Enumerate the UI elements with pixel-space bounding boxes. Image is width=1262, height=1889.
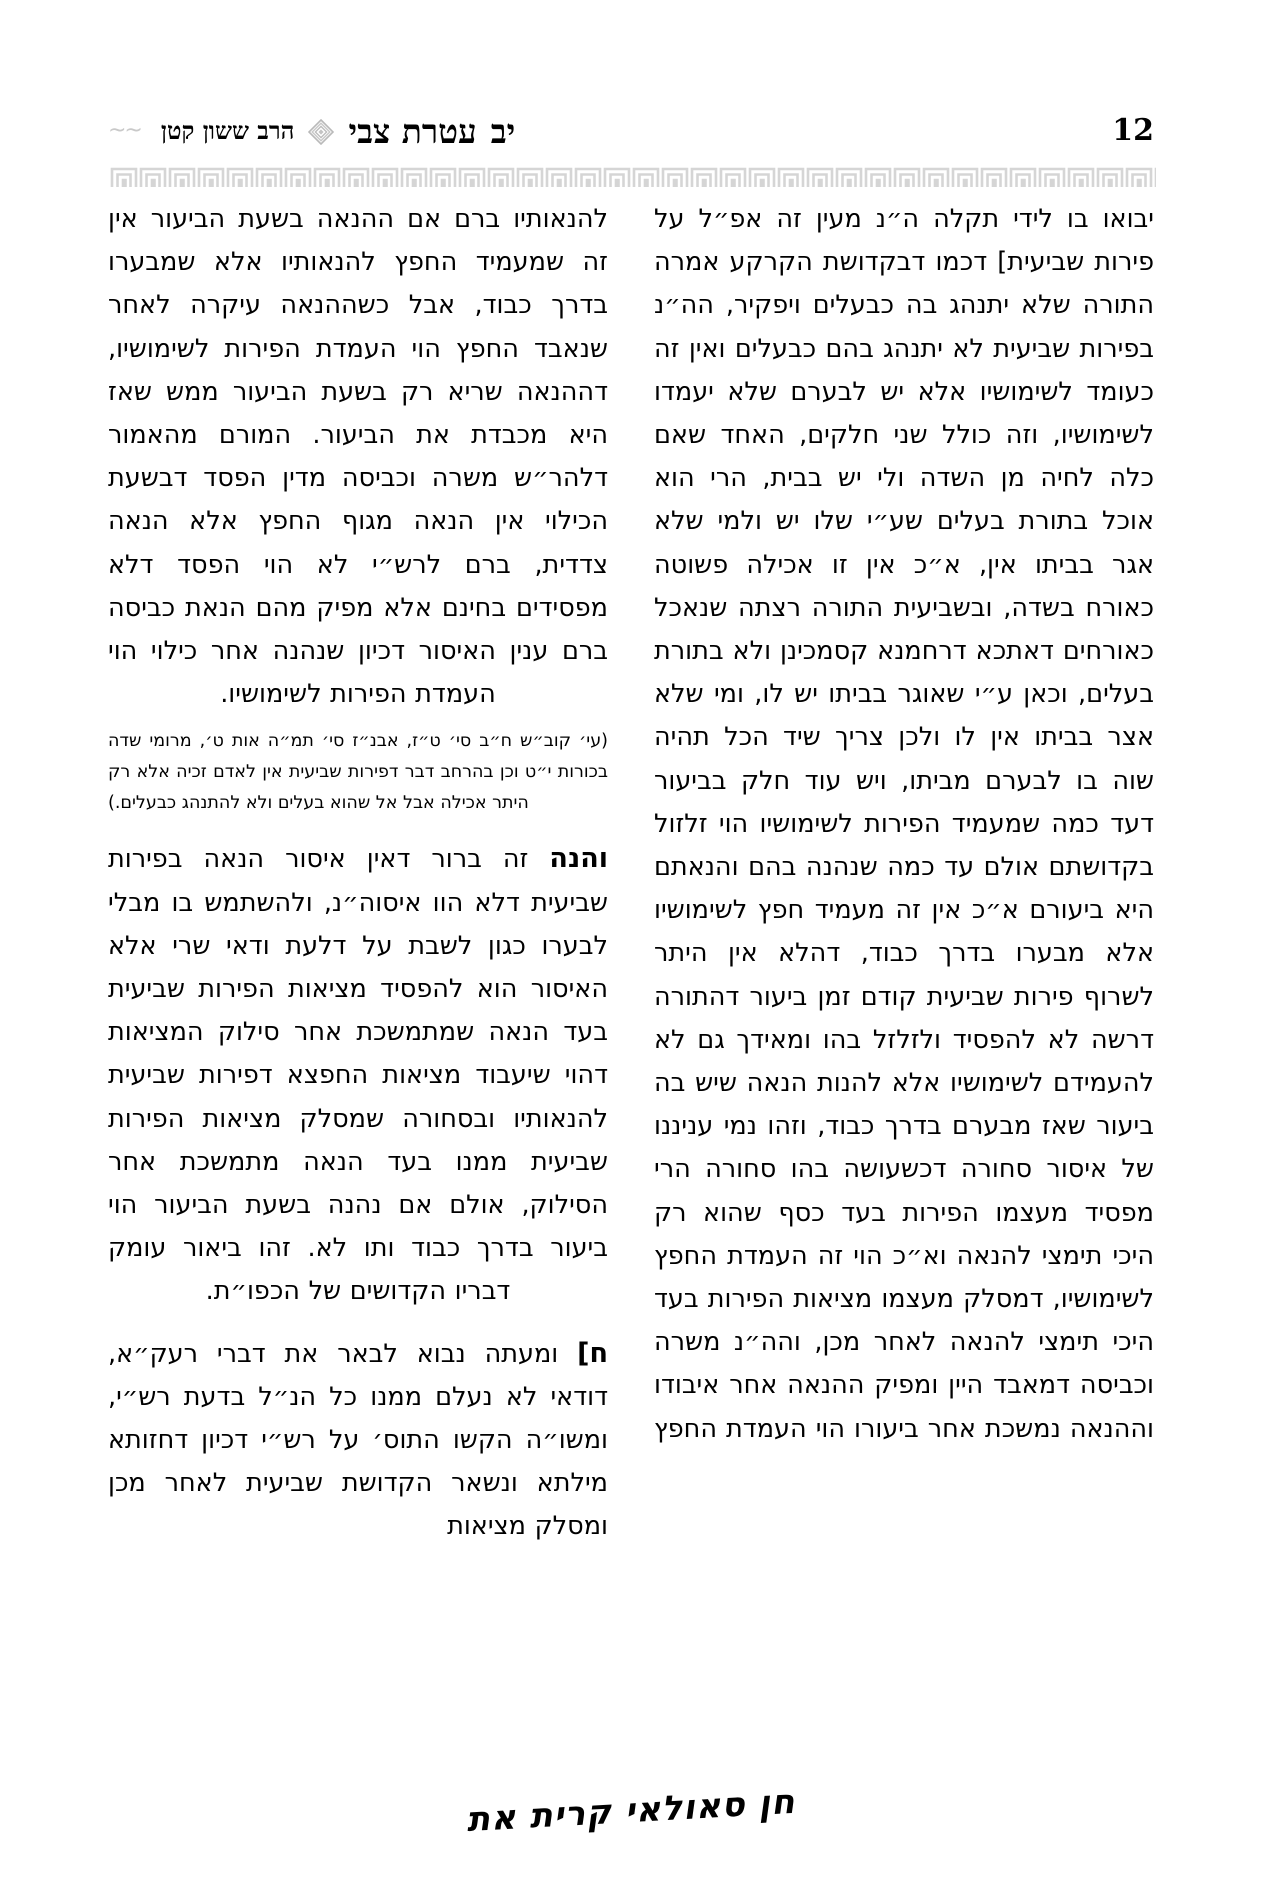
paragraph-r1: יבואו בו לידי תקלה ה״נ מעין זה אפ״ל על פירות שביעית] דכמו דבקדושת הקרקע אמרה התורה שלא יתנהג בה כבעלים ויפקיר, הה״נ בפירות שביעית לא יתנהג בהם כבעלים ואין זה כעומד לשימושיו אלא יש לבערם שלא יעמדו לשימושיו, וזה כולל שני חלקים, האחד שאם כלה לחיה מן השדה ולי יש בבית, הרי הוא אוכל בתורת בעלים שע״י שלו יש ולמי שלא אגר בביתו אין, א״כ אין זו אכילה פשוטה כאורח בשדה, ובשביעית התורה רצתה שנאכל כאורחים דאתכא דרחמנא קסמכינן ולא בתורת בעלים, וכאן ע״י שאוגר בביתו יש לו, ומי שלא אצר בביתו אין לו ולכן צריך שיד הכל תהיה שוה בו לבערם מביתו, ויש עוד חלק בביעור דעד כמה שמעמיד הפירות לשימושיו הוי זלזול בקדושתם אולם עד כמה שנהנה בהם והנאתם היא ביעורם א״כ אין זה מעמיד חפץ לשימושיו אלא מבערו בדרך כבוד, דהלא אין היתר לשרוף פירות שביעית קודם זמן ביעור דהתורה דרשה לא להפסיד ולזלזל בהו ומאידך גם לא להעמידם לשימושיו אלא להנות הנאה שיש בה ביעור שאז מבערם בדרך כבוד, וזהו נמי עניננו של איסור סחורה דכשעושה בהו סחורה הרי מפסיד מעצמו הפירות בעד כסף שהוא רק היכי תימצי להנאה וא״כ הוי זה העמדת החפץ לשימושיו, דמסלק מעצמו מציאות הפירות בעד היכי תימצי להנאה לאחר מכן, והה״נ משרה וכביסה דמאבד היין ומפיק ההנאה אחר איבודו וההנאה נמשכת אחר ביעורו הוי העמדת החפץ (654, 204, 1154, 1444)
running-head (108, 108, 1154, 154)
book-title: עטרת צבי (348, 111, 477, 151)
squiggle-ornament-icon: ~~ (108, 118, 141, 143)
page-number: 12 (1112, 113, 1154, 148)
paragraph-l4-text: ומעתה נבוא לבאר את דברי רעק״א, דודאי לא נעלם ממנו כל הנ״ל בדעת רש״י, ומשו״ה הקשו התוס׳ על רש״י דכיון דחזותא מילתא ונשאר הקדושת שביעית לאחר מכן ומסלק מציאות (108, 1338, 608, 1542)
paragraph-l3 (108, 837, 608, 1313)
paragraph-spacer (108, 716, 608, 726)
diamond-icon (308, 119, 334, 145)
paragraph-lead-word: והנה (549, 843, 609, 875)
paragraph-section-marker: ח] (577, 1337, 608, 1369)
watermark-signature: חן סאולאי קרית את (465, 1781, 797, 1841)
paragraph-spacer (108, 819, 608, 837)
greek-key-meander-divider-icon (106, 166, 1156, 188)
paragraph-l4 (108, 1332, 608, 1549)
text-columns (108, 198, 1154, 1709)
running-head-title-group (108, 111, 516, 151)
running-head-folio-prefix: יב (490, 111, 516, 151)
column-right (654, 198, 1154, 1709)
paragraph-l3-text: זה ברור דאין איסור הנאה בפירות שביעית דלא הוו איסוה״נ, ולהשתמש בו מבלי לבערו כגון לשבת על דלעת ודאי שרי אלא האיסור הוא להפסיד מציאות הפירות שביעית בעד הנאה שמתמשכת אחר סילוק המציאות דהוי שיעבוד מציאות החפצא דפירות שביעית להנאותיו ובסחורה שמסלק מציאות הפירות שביעית ממנו בעד הנאה מתמשכת אחר הסילוק, אולם אם נהנה בשעת הביעור הוי ביעור בדרך כבוד ותו לא. זהו ביאור עומק דבריו הקדושים של הכפו״ת. (108, 844, 608, 1307)
footnote-l2: (עי׳ קוב״ש ח״ב סי׳ ט״ז, אבנ״ז סי׳ תמ״ה אות ט׳, מרומי שדה בכורות י״ט וכן בהרחב דבר דפירות שביעית אין לאדם זכיה אלא רק היתר אכילה אבל אל שהוא בעלים ולא להתנהג כבעלים.) (108, 731, 608, 814)
paragraph-spacer (108, 1314, 608, 1332)
paragraph-l1: להנאותיו ברם אם ההנאה בשעת הביעור אין זה שמעמיד החפץ להנאותיו אלא שמבערו בדרך כבוד, אבל כשההנאה עיקרה לאחר שנאבד החפץ הוי העמדת הפירות לשימושיו, דההנאה שריא רק בשעת הביעור ממש שאז היא מכבדת את הביעור. המורם מהאמור דלהר״ש משרה וכביסה מדין הפסד דבשעת הכילוי אין הנאה מגוף החפץ אלא הנאה צדדית, ברם לרש״י לא הוי הפסד דלא מפסידים בחינם אלא מפיק מהם הנאת כביסה ברם ענין האיסור דכיון שנהנה אחר כילוי הוי העמדת הפירות לשימושיו. (108, 204, 608, 710)
column-left (108, 198, 608, 1709)
author-name: הרב ששון קטן (160, 116, 295, 145)
